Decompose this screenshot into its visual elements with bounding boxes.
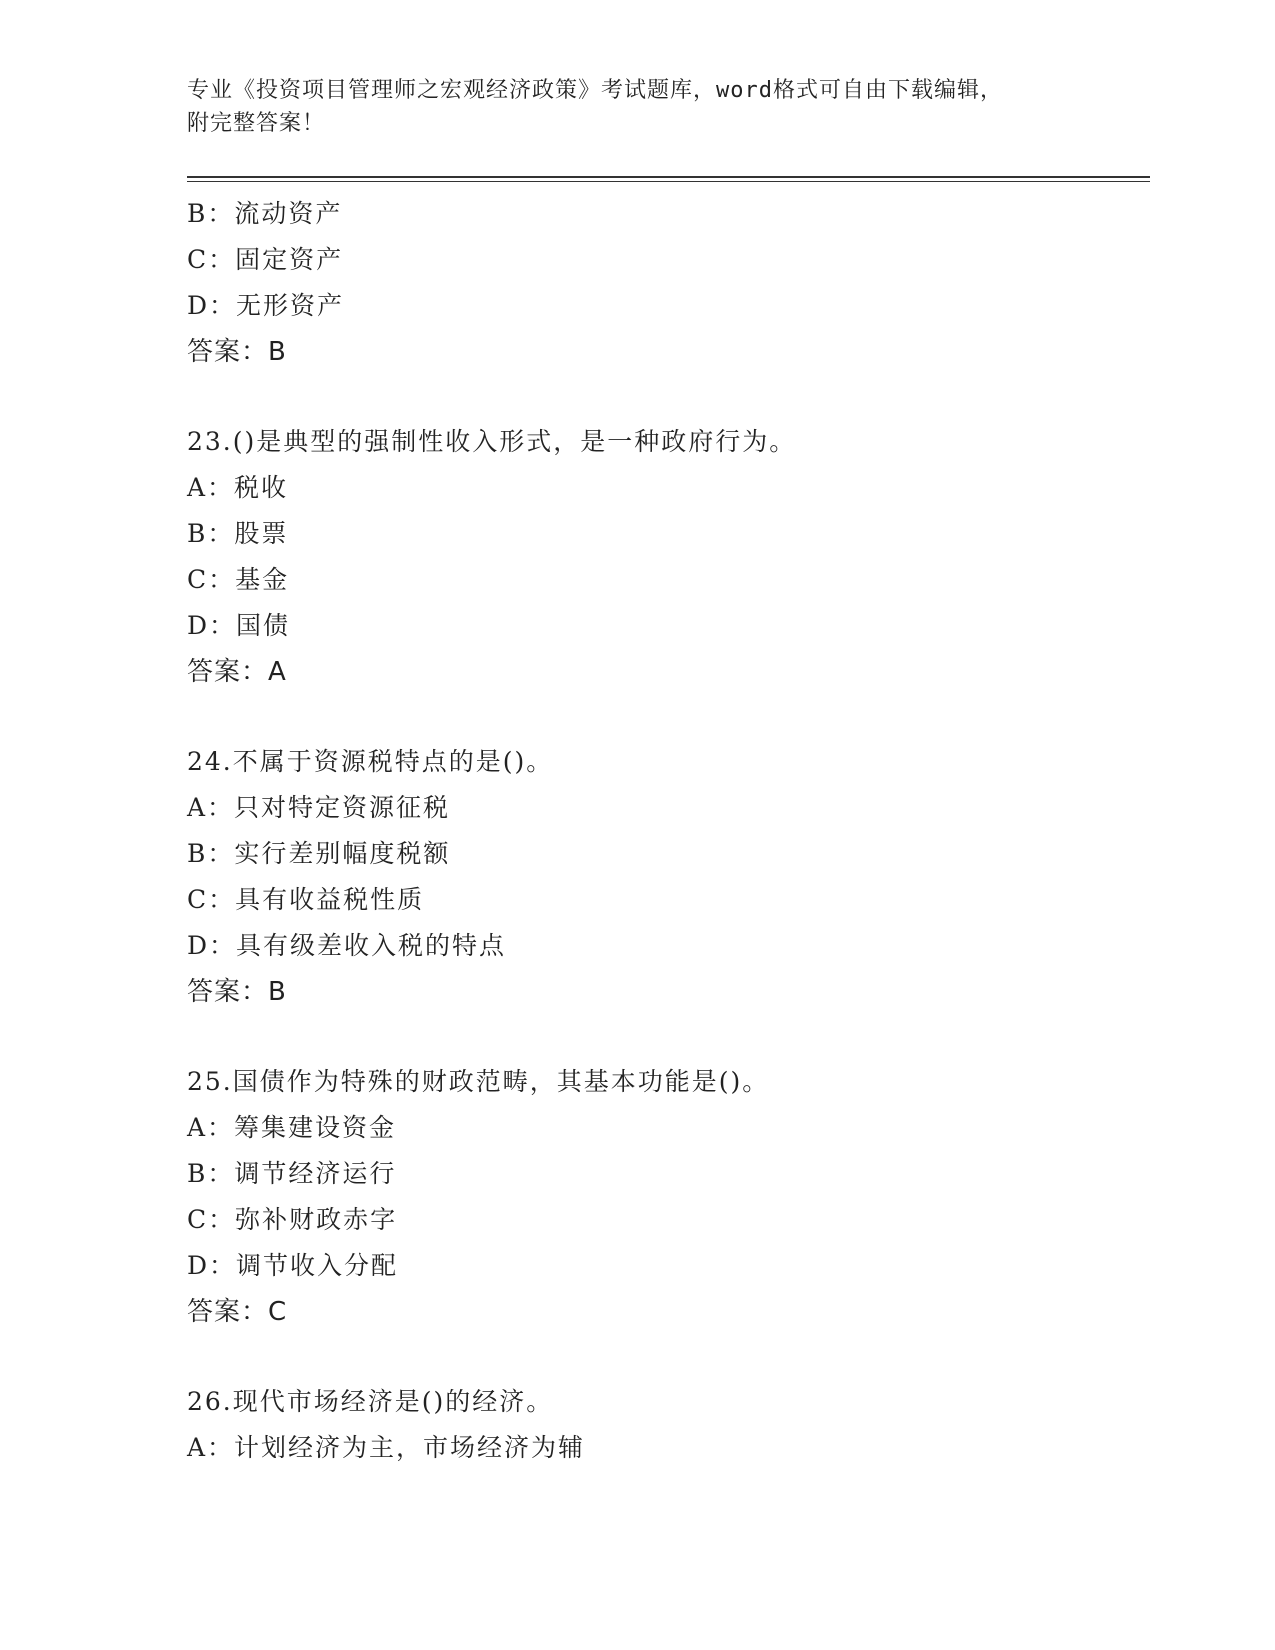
question-stem: 23.()是典型的强制性收入形式，是一种政府行为。 (187, 427, 797, 456)
header-line-1: 专业《投资项目管理师之宏观经济政策》考试题库，word格式可自由下载编辑， (187, 78, 1003, 103)
question-22-continuation (187, 191, 1147, 375)
question-stem: 25.国债作为特殊的财政范畴，其基本功能是()。 (187, 1067, 770, 1096)
header-divider-thin (187, 181, 1150, 182)
question-stem: 24.不属于资源税特点的是()。 (187, 747, 554, 776)
option-c: C：弥补财政赤字 (187, 1205, 398, 1234)
option-a: A：只对特定资源征税 (187, 793, 451, 822)
option-a: A：税收 (187, 473, 289, 502)
question-24 (187, 739, 1147, 1015)
header-divider-thick (187, 176, 1150, 178)
answer-line: 答案：B (187, 977, 287, 1007)
question-25 (187, 1059, 1147, 1335)
answer-line: 答案：B (187, 337, 287, 367)
option-b: B：股票 (187, 519, 289, 548)
option-c: C：具有收益税性质 (187, 885, 425, 914)
header-line-2: 附完整答案！ (187, 111, 326, 136)
document-header (187, 74, 1087, 140)
question-23 (187, 419, 1147, 695)
option-c: C：固定资产 (187, 245, 344, 274)
option-a: A：筹集建设资金 (187, 1113, 397, 1142)
answer-line: 答案：C (187, 1297, 288, 1327)
question-list (187, 191, 1147, 1471)
question-gap (187, 1335, 1147, 1379)
option-d: D：调节收入分配 (187, 1251, 399, 1280)
option-b: B：实行差别幅度税额 (187, 839, 451, 868)
option-d: D：国债 (187, 611, 291, 640)
option-b: B：流动资产 (187, 199, 343, 228)
option-d: D：具有级差收入税的特点 (187, 931, 507, 960)
question-gap (187, 1015, 1147, 1059)
answer-line: 答案：A (187, 657, 287, 687)
question-gap (187, 375, 1147, 419)
option-c: C：基金 (187, 565, 290, 594)
question-gap (187, 695, 1147, 739)
question-26 (187, 1379, 1147, 1471)
option-d: D：无形资产 (187, 291, 345, 320)
question-stem: 26.现代市场经济是()的经济。 (187, 1387, 554, 1416)
option-a: A：计划经济为主，市场经济为辅 (187, 1433, 586, 1462)
option-b: B：调节经济运行 (187, 1159, 397, 1188)
